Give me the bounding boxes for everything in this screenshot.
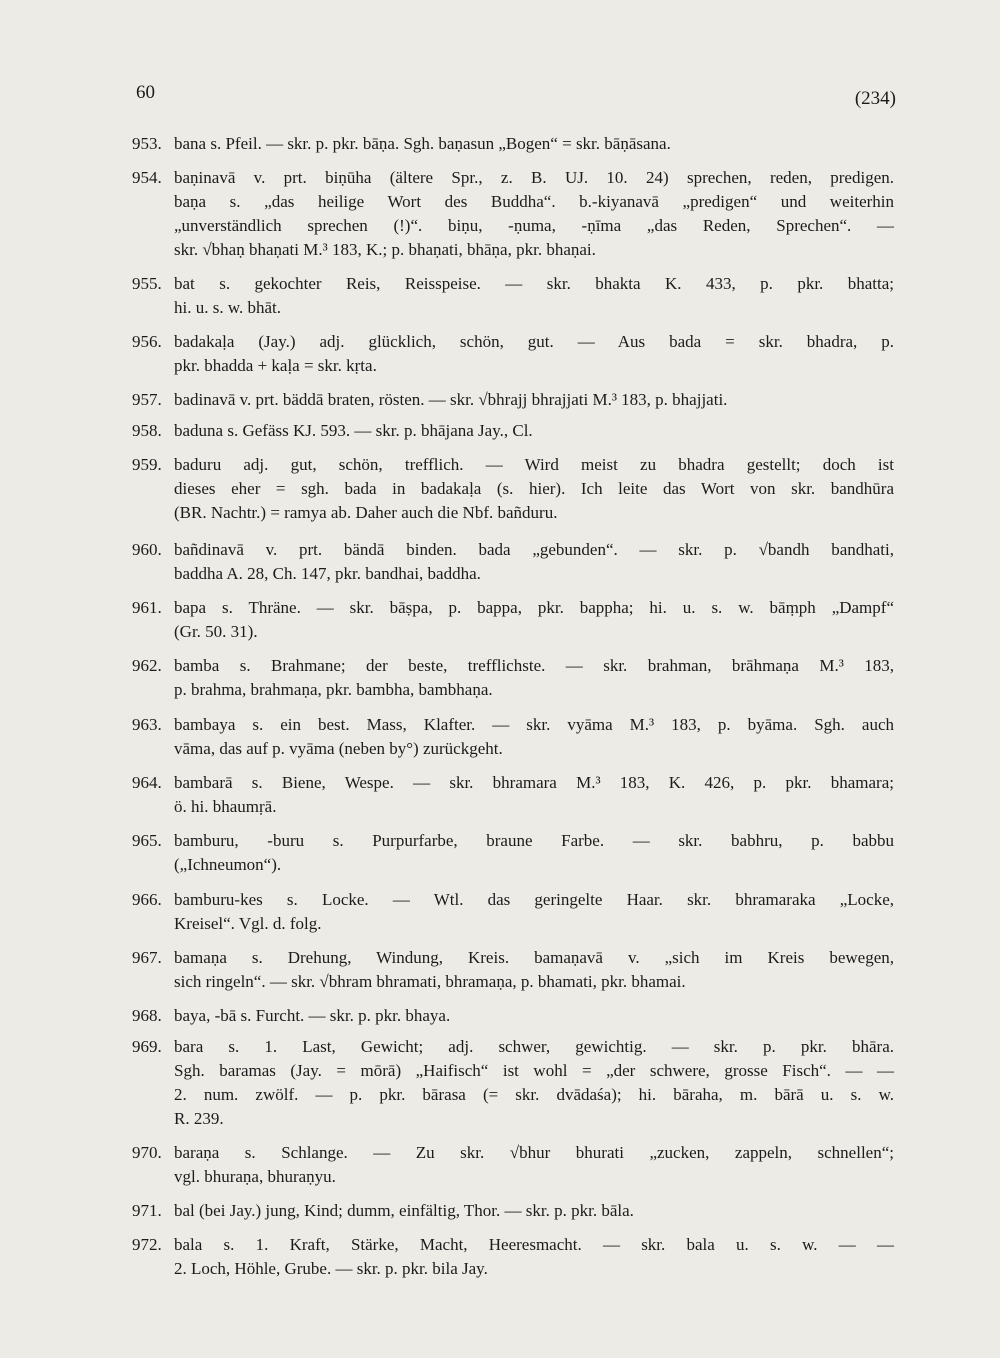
entry-number: 961. xyxy=(132,598,162,617)
dictionary-entry xyxy=(132,538,894,586)
dictionary-entry xyxy=(132,1004,894,1028)
entry-line: R. 239. xyxy=(174,1109,224,1128)
entry-line: 2. num. zwölf. — p. pkr. bārasa (= skr. dvādaśa); hi. bāraha, m. bārā u. s. w. xyxy=(174,1085,894,1104)
entry-text xyxy=(174,132,894,156)
entry-line: bamburu, -buru s. Purpurfarbe, braune Farbe. — skr. babhru, p. babbu xyxy=(174,831,894,850)
entry-text xyxy=(174,1233,894,1281)
entry-line: bamburu-kes s. Locke. — Wtl. das geringelte Haar. skr. bhramaraka „Locke, xyxy=(174,890,894,909)
entry-number: 958. xyxy=(132,421,162,440)
entry-text xyxy=(174,419,894,443)
entry-number: 962. xyxy=(132,656,162,675)
entry-number: 965. xyxy=(132,831,162,850)
dictionary-entry xyxy=(132,946,894,994)
entry-line: baya, -bā s. Furcht. — skr. p. pkr. bhaya. xyxy=(174,1006,451,1025)
entry-number: 967. xyxy=(132,948,162,967)
entry-line: pkr. bhadda + kaḷa = skr. kṛta. xyxy=(174,356,377,375)
entry-text xyxy=(174,1035,894,1131)
dictionary-entry xyxy=(132,829,894,877)
entry-text xyxy=(174,330,894,378)
entry-line: (Gr. 50. 31). xyxy=(174,622,258,641)
entry-line: badinavā v. prt. bäddā braten, rösten. — skr. √bhrajj bhrajjati M.³ 183, p. bhajjati. xyxy=(174,390,728,409)
entry-line: hi. u. s. w. bhāt. xyxy=(174,298,282,317)
entry-line: vāma, das auf p. vyāma (neben by°) zurückgeht. xyxy=(174,739,503,758)
dictionary-entry xyxy=(132,419,894,443)
entry-number: 960. xyxy=(132,540,162,559)
entry-number: 954. xyxy=(132,168,162,187)
entry-line: baduna s. Gefäss KJ. 593. — skr. p. bhājana Jay., Cl. xyxy=(174,421,533,440)
entry-line: (BR. Nachtr.) = ramya ab. Daher auch die Nbf. bañduru. xyxy=(174,503,558,522)
entry-number: 957. xyxy=(132,390,162,409)
entry-line: baddha A. 28, Ch. 147, pkr. bandhai, baddha. xyxy=(174,564,481,583)
entry-line: bambaya s. ein best. Mass, Klafter. — skr. vyāma M.³ 183, p. byāma. Sgh. auch xyxy=(174,715,894,734)
entry-number: 959. xyxy=(132,455,162,474)
entry-line: Sgh. baramas (Jay. = mōrā) „Haifisch“ ist wohl = „der schwere, grosse Fisch“. — — xyxy=(174,1061,894,1080)
entry-number: 972. xyxy=(132,1235,162,1254)
dictionary-entry xyxy=(132,388,894,412)
entry-text xyxy=(174,1004,894,1028)
entry-number: 970. xyxy=(132,1143,162,1162)
entry-text xyxy=(174,654,894,702)
dictionary-entry xyxy=(132,132,894,156)
entry-text xyxy=(174,166,894,262)
entry-text xyxy=(174,596,894,644)
entry-line: badakaḷa (Jay.) adj. glücklich, schön, gut. — Aus bada = skr. bhadra, p. xyxy=(174,332,894,351)
entry-line: baṇinavā v. prt. biṇūha (ältere Spr., z. B. UJ. 10. 24) sprechen, reden, predigen. xyxy=(174,168,894,187)
entry-text xyxy=(174,888,894,936)
entry-number: 956. xyxy=(132,332,162,351)
entry-text xyxy=(174,453,894,525)
entry-number: 963. xyxy=(132,715,162,734)
entry-line: bara s. 1. Last, Gewicht; adj. schwer, gewichtig. — skr. p. pkr. bhāra. xyxy=(174,1037,894,1056)
entry-line: („Ichneumon“). xyxy=(174,855,282,874)
entry-text xyxy=(174,829,894,877)
entry-number: 953. xyxy=(132,134,162,153)
dictionary-entry xyxy=(132,713,894,761)
entry-line: vgl. bhuraṇa, bhuraṇyu. xyxy=(174,1167,336,1186)
entry-text xyxy=(174,713,894,761)
entry-text xyxy=(174,1199,894,1223)
original-page-reference: (234) xyxy=(854,88,896,109)
dictionary-entry xyxy=(132,596,894,644)
entry-text xyxy=(174,272,894,320)
dictionary-entry xyxy=(132,1035,894,1131)
dictionary-entry xyxy=(132,654,894,702)
dictionary-entry xyxy=(132,888,894,936)
entry-line: bana s. Pfeil. — skr. p. pkr. bāṇa. Sgh. baṇasun „Bogen“ = skr. bāṇāsana. xyxy=(174,134,671,153)
entry-line: bamba s. Brahmane; der beste, trefflichste. — skr. brahman, brāhmaṇa M.³ 183, xyxy=(174,656,894,675)
page-number: 60 xyxy=(136,82,155,103)
entry-text xyxy=(174,946,894,994)
entry-line: bañdinavā v. prt. bändā binden. bada „gebunden“. — skr. p. √bandh bandhati, xyxy=(174,540,894,559)
entry-number: 968. xyxy=(132,1006,162,1025)
dictionary-entry xyxy=(132,453,894,525)
entry-text xyxy=(174,771,894,819)
entry-line: baṇa s. „das heilige Wort des Buddha“. b.-kiyanavā „predigen“ und weiterhin xyxy=(174,192,894,211)
entry-line: bapa s. Thräne. — skr. bāṣpa, p. bappa, pkr. bappha; hi. u. s. w. bāṃph „Dampf“ xyxy=(174,598,894,617)
entry-line: bamaṇa s. Drehung, Windung, Kreis. bamaṇavā v. „sich im Kreis bewegen, xyxy=(174,948,894,967)
entry-number: 966. xyxy=(132,890,162,909)
entry-line: 2. Loch, Höhle, Grube. — skr. p. pkr. bila Jay. xyxy=(174,1259,488,1278)
entry-number: 969. xyxy=(132,1037,162,1056)
entry-line: bala s. 1. Kraft, Stärke, Macht, Heeresmacht. — skr. bala u. s. w. — — xyxy=(174,1235,894,1254)
dictionary-entry xyxy=(132,272,894,320)
entry-text xyxy=(174,388,894,412)
entry-line: skr. √bhaṇ bhaṇati M.³ 183, K.; p. bhaṇati, bhāṇa, pkr. bhaṇai. xyxy=(174,240,596,259)
entry-line: baduru adj. gut, schön, trefflich. — Wird meist zu bhadra gestellt; doch ist xyxy=(174,455,894,474)
entry-line: Kreisel“. Vgl. d. folg. xyxy=(174,914,322,933)
dictionary-entry xyxy=(132,771,894,819)
entry-line: sich ringeln“. — skr. √bhram bhramati, bhramaṇa, p. bhamati, pkr. bhamai. xyxy=(174,972,686,991)
entry-line: bat s. gekochter Reis, Reisspeise. — skr. bhakta K. 433, p. pkr. bhatta; xyxy=(174,274,894,293)
entry-line: baraṇa s. Schlange. — Zu skr. √bhur bhurati „zucken, zappeln, schnellen“; xyxy=(174,1143,894,1162)
dictionary-entry xyxy=(132,1199,894,1223)
entry-number: 964. xyxy=(132,773,162,792)
entry-line: „unverständlich sprechen (!)“. biṇu, -ṇuma, -ṇīma „das Reden, Sprechen“. — xyxy=(174,216,894,235)
entry-number: 971. xyxy=(132,1201,162,1220)
entry-number: 955. xyxy=(132,274,162,293)
dictionary-entry xyxy=(132,330,894,378)
entry-line: bambarā s. Biene, Wespe. — skr. bhramara M.³ 183, K. 426, p. pkr. bhamara; xyxy=(174,773,894,792)
dictionary-entry xyxy=(132,1233,894,1281)
entry-text xyxy=(174,1141,894,1189)
entry-line: p. brahma, brahmaṇa, pkr. bambha, bambhaṇa. xyxy=(174,680,493,699)
entry-text xyxy=(174,538,894,586)
entry-line: dieses eher = sgh. bada in badakaḷa (s. hier). Ich leite das Wort von skr. bandhūra xyxy=(174,479,894,498)
dictionary-entry xyxy=(132,166,894,262)
entry-line: ö. hi. bhaumṛā. xyxy=(174,797,277,816)
dictionary-entries xyxy=(132,122,894,1281)
entry-line: bal (bei Jay.) jung, Kind; dumm, einfältig, Thor. — skr. p. pkr. bāla. xyxy=(174,1201,634,1220)
dictionary-entry xyxy=(132,1141,894,1189)
